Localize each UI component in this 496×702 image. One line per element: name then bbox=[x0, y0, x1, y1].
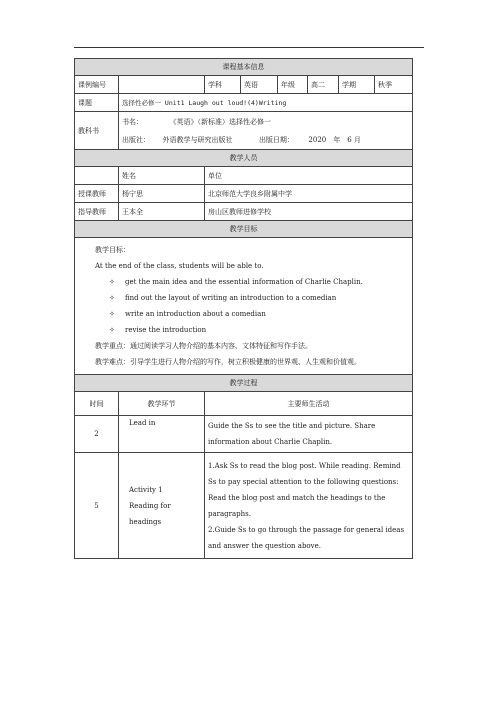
process-header: 教学过程 bbox=[75, 375, 413, 392]
term-label: 学期 bbox=[339, 76, 375, 94]
goals-header: 教学目标 bbox=[75, 221, 413, 238]
grade-value: 高二 bbox=[308, 76, 339, 94]
goals-body bbox=[75, 238, 413, 375]
header-rule bbox=[74, 47, 424, 48]
staff-role: 授课教师 bbox=[75, 185, 119, 203]
list-item: ✧ revise the introduction bbox=[81, 322, 406, 338]
list-item: ✧ find out the layout of writing an introduction to a comedian bbox=[81, 290, 406, 306]
process-stage: Lead in bbox=[119, 416, 205, 453]
book-name-value: 《英语》（新标准）选择性必修一 bbox=[169, 117, 271, 126]
publisher-label: 出版社： bbox=[122, 135, 150, 144]
pub-date-value: 2020 年 6 月 bbox=[308, 135, 361, 144]
staff-name: 王本全 bbox=[119, 203, 205, 221]
process-col-stage: 教学环节 bbox=[119, 392, 205, 416]
pub-date-label: 出版日期： bbox=[258, 135, 294, 144]
table-row bbox=[75, 453, 413, 559]
process-time: 2 bbox=[75, 416, 119, 453]
staff-blank bbox=[75, 167, 119, 185]
process-col-time: 时间 bbox=[75, 392, 119, 416]
grade-label: 年级 bbox=[278, 76, 308, 94]
key-point: 教学重点：通过阅读学习人物介绍的基本内容、文体特征和写作手法。 bbox=[95, 342, 312, 350]
textbook-label: 教科书 bbox=[75, 112, 119, 150]
process-activity: 1.Ask Ss to read the blog post. While reading. Remind Ss to pay special attention to the following questions: Read the blog post and match the headings to the paragraphs. 2.Guide Ss to go through the passage for general ideas and answer the question above. bbox=[205, 453, 413, 559]
process-activity: Guide the Ss to see the title and picture. Share information about Charlie Chaplin. bbox=[205, 416, 413, 453]
topic-value: 选择性必修一 Unit1 Laugh out loud!(4)Writing bbox=[119, 94, 413, 112]
process-time: 5 bbox=[75, 453, 119, 559]
staff-role: 指导教师 bbox=[75, 203, 119, 221]
diamond-bullet-icon: ✧ bbox=[109, 294, 115, 302]
goals-intro: At the end of the class, students will be able to. bbox=[95, 262, 264, 270]
goals-title: 教学目标： bbox=[95, 246, 130, 254]
book-name-label: 书名： bbox=[122, 117, 143, 126]
diamond-bullet-icon: ✧ bbox=[109, 278, 115, 286]
course-info-header: 课程基本信息 bbox=[75, 59, 413, 76]
staff-unit: 房山区教师进修学校 bbox=[205, 203, 413, 221]
textbook-details bbox=[119, 112, 413, 150]
subject-label: 学科 bbox=[205, 76, 241, 94]
staff-name: 杨宁思 bbox=[119, 185, 205, 203]
subject-value: 英语 bbox=[241, 76, 278, 94]
process-stage: Activity 1 Reading for headings bbox=[119, 453, 205, 559]
process-col-activity: 主要师生活动 bbox=[205, 392, 413, 416]
table-row bbox=[75, 203, 413, 221]
publisher-value: 外语教学与研究出版社 bbox=[162, 135, 233, 144]
difficulty: 教学难点：引导学生进行人物介绍的写作，树立积极健康的世界观、人生观和价值观。 bbox=[95, 358, 361, 366]
staff-col-name: 姓名 bbox=[119, 167, 205, 185]
term-value: 秋季 bbox=[375, 76, 413, 94]
diamond-bullet-icon: ✧ bbox=[109, 310, 115, 318]
table-row bbox=[75, 416, 413, 453]
lesson-plan-table bbox=[74, 58, 413, 559]
list-item: ✧ get the main idea and the essential information of Charlie Chaplin. bbox=[81, 274, 406, 290]
topic-label: 课题 bbox=[75, 94, 119, 112]
staff-header: 教学人员 bbox=[75, 150, 413, 167]
code-label: 课例编号 bbox=[75, 76, 119, 94]
staff-unit: 北京师范大学良乡附属中学 bbox=[205, 185, 413, 203]
staff-col-unit: 单位 bbox=[205, 167, 413, 185]
diamond-bullet-icon: ✧ bbox=[109, 326, 115, 334]
list-item: ✧ write an introduction about a comedian bbox=[81, 306, 406, 322]
code-value bbox=[119, 76, 205, 94]
table-row bbox=[75, 185, 413, 203]
